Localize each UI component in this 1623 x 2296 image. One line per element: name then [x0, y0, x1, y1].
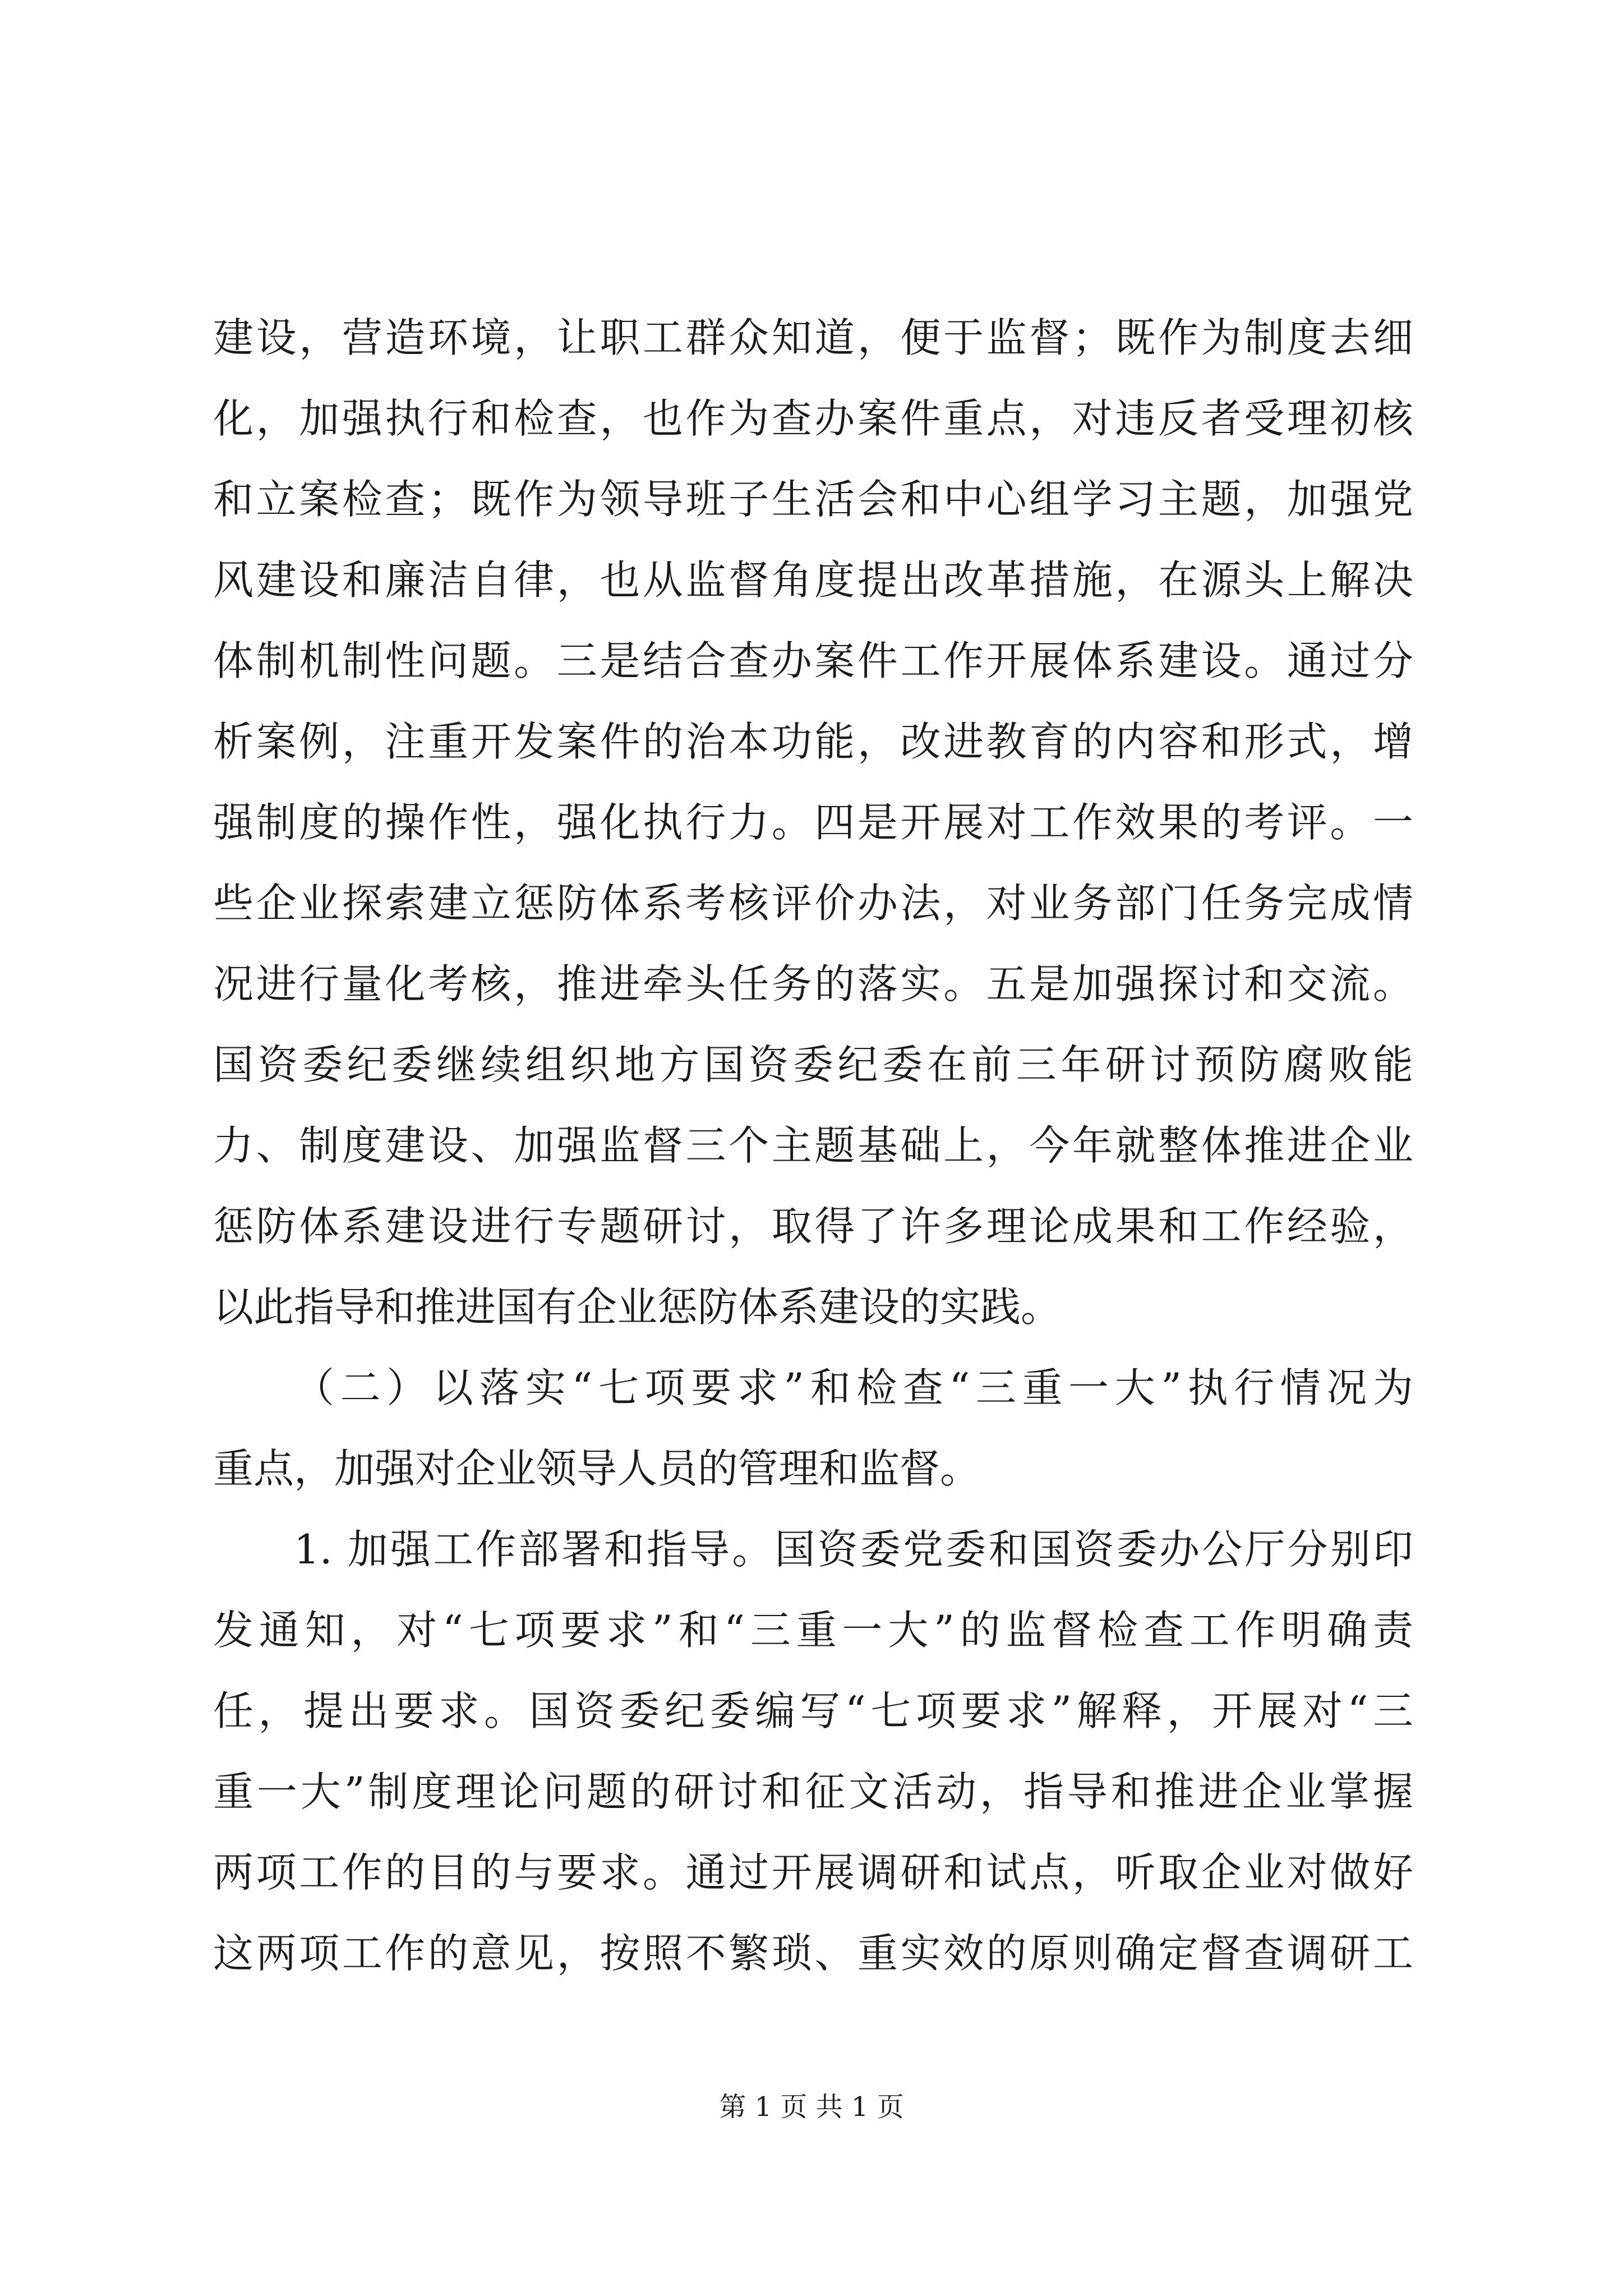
paragraph-1-line-8: 些企业探索建立惩防体系考核评价办法，对业务部门任务完成情: [213, 880, 1413, 927]
section-heading-line-1: （二）以落实“七项要求”和检查“三重一大”执行情况为: [294, 1364, 1413, 1411]
paragraph-1-line-6: 析案例，注重开发案件的治本功能，改进教育的内容和形式，增: [213, 718, 1413, 765]
paragraph-3-line-3: 任，提出要求。国资委纪委编写“七项要求”解释，开展对“三: [213, 1687, 1413, 1734]
paragraph-1-line-1: 建设，营造环境，让职工群众知道，便于监督；既作为制度去细: [213, 314, 1413, 361]
document-body: [213, 297, 1413, 1994]
paragraph-1-line-3: 和立案检查；既作为领导班子生活会和中心组学习主题，加强党: [213, 476, 1413, 523]
paragraph-1-line-12: 惩防体系建设进行专题研讨，取得了许多理论成果和工作经验，: [213, 1203, 1413, 1250]
paragraph-1-line-2: 化，加强执行和检查，也作为查办案件重点，对违反者受理初核: [213, 395, 1413, 442]
paragraph-3-line-2: 发通知，对“七项要求”和“三重一大”的监督检查工作明确责: [213, 1607, 1413, 1654]
paragraph-1-line-4: 风建设和廉洁自律，也从监督角度提出改革措施，在源头上解决: [213, 556, 1413, 604]
paragraph-1-line-7: 强制度的操作性，强化执行力。四是开展对工作效果的考评。一: [213, 799, 1413, 846]
paragraph-1-line-13: 以此指导和推进国有企业惩防体系建设的实践。: [213, 1283, 1062, 1331]
paragraph-3-line-6: 这两项工作的意见，按照不繁琐、重实效的原则确定督查调研工: [213, 1930, 1413, 1977]
paragraph-1-line-10: 国资委纪委继续组织地方国资委纪委在前三年研讨预防腐败能: [213, 1041, 1413, 1088]
section-heading-line-2: 重点，加强对企业领导人员的管理和监督。: [213, 1445, 981, 1492]
paragraph-3-line-4: 重一大”制度理论问题的研讨和征文活动，指导和推进企业掌握: [213, 1768, 1413, 1815]
paragraph-3-line-1: 1. 加强工作部署和指导。国资委党委和国资委办公厅分别印: [294, 1526, 1413, 1573]
paragraph-1-line-5: 体制机制性问题。三是结合查办案件工作开展体系建设。通过分: [213, 637, 1413, 684]
paragraph-3-line-5: 两项工作的目的与要求。通过开展调研和试点，听取企业对做好: [213, 1849, 1413, 1896]
paragraph-1-line-11: 力、制度建设、加强监督三个主题基础上，今年就整体推进企业: [213, 1122, 1413, 1169]
page-number-footer: 第 1 页 共 1 页: [719, 2091, 904, 2123]
paragraph-1-line-9: 况进行量化考核，推进牵头任务的落实。五是加强探讨和交流。: [213, 960, 1413, 1007]
